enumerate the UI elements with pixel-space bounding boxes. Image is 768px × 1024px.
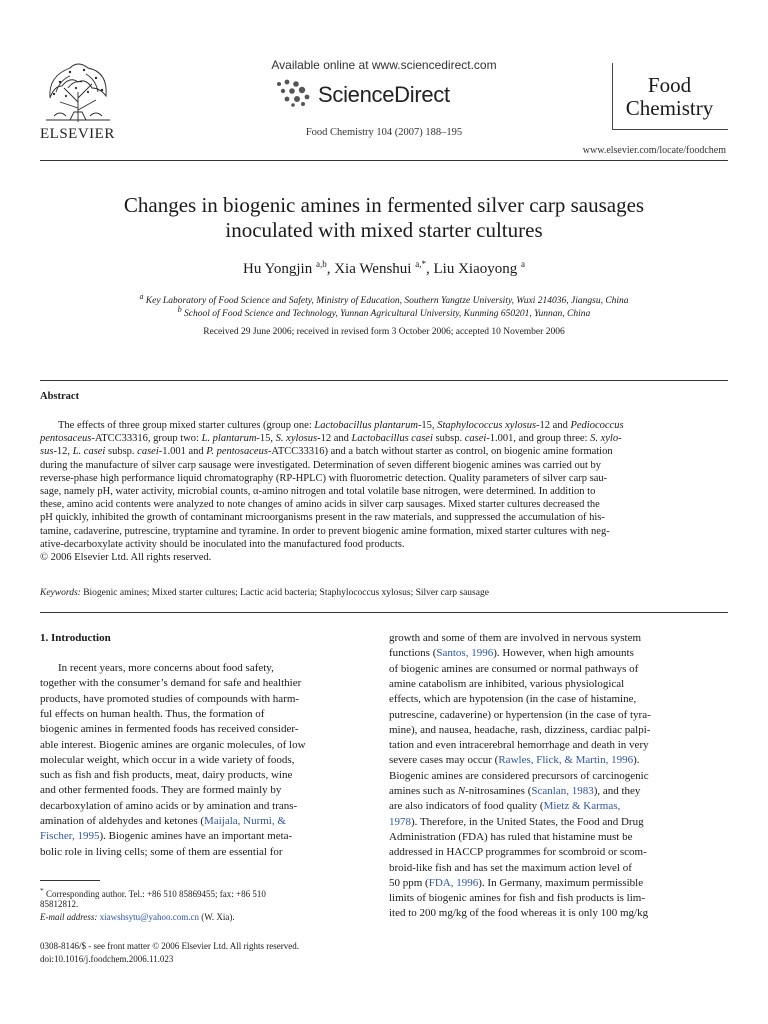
sciencedirect-dots-icon [273,78,313,108]
affiliation-marker: a [139,292,144,301]
citation-link[interactable]: Mietz & Karmas, [543,800,621,813]
text-run: reverse-phase high performance liquid chromatography (RP-HPLC) with fluorometric detection. Quality parameters of silver carp sau- [40,472,608,484]
body-line [389,708,713,723]
author-name: Xia Wenshui [334,261,412,277]
text-run: Administration (FDA) has ruled that histamine must be [389,830,633,843]
text-run: Pediococcus [570,420,624,431]
text-run: S. xylosus [275,433,318,445]
text-run: during the manufacture of silver carp sausage were investigated. Determination of seven different biogenic amines was carried out by [40,459,602,471]
text-run: N [457,785,466,797]
text-run: casei [464,433,487,445]
body-line [389,753,713,768]
text-run: sus [40,446,54,458]
text-run: ). However, when high amounts [493,647,634,660]
body-line [389,784,713,799]
doi-text[interactable]: doi:10.1016/j.foodchem.2006.11.023 [40,954,174,964]
keywords-label: Keywords: [40,588,81,598]
abstract-line [40,525,728,538]
affiliation-b [40,305,728,319]
text-run: Staphylococcus xylosus [437,420,537,431]
header-rule [40,160,728,161]
text-run: Lactobacillus casei [351,433,433,445]
text-run: -ATCC33316, group two: [91,433,202,445]
text-run: limits of biogenic amines for fish and fish products is lim- [389,892,646,905]
journal-url-link[interactable]: www.elsevier.com/locate/foodchem [582,145,726,156]
text-run: mine), and nausea, headache, rash, dizziness, cardiac palpi- [389,723,651,736]
text-run: pentosaceus [40,433,92,445]
text-run: ful effects on human health. Thus, the formation of [40,707,265,720]
front-matter-notice: 0308-8146/$ - see front matter © 2006 Elsevier Ltd. All rights reserved. [40,941,300,951]
body-line [389,769,713,784]
text-run: such as fish and fish products, meat, dairy products, wine [40,769,293,782]
text-run: able interest. Biogenic amines are organic molecules, of low [40,738,306,751]
journal-title-chemistry: Chemistry [625,96,714,120]
sciencedirect-wordmark: ScienceDirect [318,82,450,107]
text-run: products, have promoted studies of compounds with harm- [40,692,300,705]
abstract-line [40,472,728,485]
text-run: © 2006 Elsevier Ltd. All rights reserved. [40,552,212,563]
author-affiliation-marker[interactable]: a [520,259,525,269]
email-footnote [40,911,366,923]
text-run: these, amino acid contents were analyzed to note changes of amino acids in silver carp sausages. Mixed starter cultures decreased the [40,499,600,511]
text-run: and other fermented foods. They are formed mainly by [40,784,282,797]
body-line [40,661,366,676]
text-run: -15, [417,420,438,431]
text-run: ). [633,754,640,767]
text-run: casei [137,446,159,458]
body-line [40,722,366,737]
journal-citation: Food Chemistry 104 (2007) 188–195 [305,127,463,138]
affiliation-marker: b [177,305,182,314]
text-run: ). Therefore, in the United States, the Food and Drug [411,815,644,828]
text-run: 50 ppm ( [389,876,429,889]
text-run: -ATCC33316) and a batch without starter as control, on biogenic amine formation [267,446,613,458]
footnote-rule [40,880,100,881]
available-online-notice: Available online at www.sciencedirect.com [271,58,497,72]
citation-link[interactable]: 1978 [389,815,411,828]
body-line [389,830,713,845]
article-title [40,193,728,243]
abstract-line [40,551,728,564]
text-run: decarboxylation of amino acids or by amination and trans- [40,799,298,812]
abstract-top-rule [40,380,728,381]
citation-link[interactable]: Maijala, Nurmi, & [204,815,286,827]
text-run: -nitrosamines ( [465,785,532,797]
text-run: ). Biogenic amines have an important meta- [99,830,293,843]
body-line [40,768,366,783]
text-run: sage, namely pH, water activity, microbial counts, α-amino nitrogen and total volatile base nitrogen, were determined. In addition to [40,486,596,497]
text-run: ited to 200 mg/kg of the food whereas it is only 100 mg/kg [389,907,649,920]
citation-link[interactable]: FDA, 1996 [428,876,479,889]
body-line [389,891,713,906]
body-line [40,799,366,814]
body-line [389,738,713,753]
keywords-list: Biogenic amines; Mixed starter cultures; Lactic acid bacteria; Staphylococcus xylosus; Silver carp sausage [83,588,489,598]
article-title-line-2: inoculated with mixed starter cultures [225,218,543,242]
text-run: broid-like fish and has set the maximum action level of [389,861,632,874]
body-line [40,707,366,722]
body-line [389,861,713,876]
body-line [40,676,366,691]
text-run: growth and some of them are involved in nervous system [389,632,642,644]
text-run: -1.001 and [158,446,207,458]
text-run: biogenic amines in fermented foods has received consider- [40,723,299,736]
text-run: amines such as [389,785,458,797]
author-affiliation-marker[interactable]: a,b [315,259,327,269]
abstract-line [40,432,728,445]
text-run: amine catabolism are inhibited, various physiological [389,677,625,690]
citation-link[interactable]: Santos, 1996 [436,647,494,660]
abstract-line [40,445,728,458]
abstract-line [40,498,728,511]
footnote-marker: * [40,886,44,895]
article-title-line-1: Changes in biogenic amines in fermented silver carp sausages [123,193,645,217]
text-run: -1.001, and group three: [486,433,591,445]
text-run: pH quickly, inhibited the growth of contaminant microorganisms present in the raw materials, and suppressed the accumulation of his- [40,512,605,524]
abstract-line [40,538,728,551]
body-line [389,815,713,830]
text-run: tamine, cadaverine, putrescine, tryptamine and tyramine. In order to prevent biogenic amine formation, mixed starter cultures with neg- [40,525,610,537]
text-run: The effects of three group mixed starter cultures (group one: [58,420,315,431]
body-line [40,692,366,707]
body-line [40,738,366,753]
text-run: functions ( [389,647,437,660]
text-run: P. pentosaceus [206,446,268,458]
keywords-rule [40,612,728,613]
corresponding-author-text: Corresponding author. Tel.: +86 510 85869455; fax: +86 510 [46,889,266,899]
text-run: L. casei [72,446,106,458]
abstract-line [40,419,728,432]
text-run: tation and even intracerebral hemorrhage and death in very [389,739,649,752]
text-run: -12, [53,446,73,458]
author-separator: , [326,261,335,277]
text-run: -12 and [536,420,571,431]
received-dates: Received 29 June 2006; received in revised form 3 October 2006; accepted 10 November 2006 [203,327,565,337]
body-line [389,646,713,661]
text-run: -15, [256,433,276,445]
body-line [389,906,713,921]
body-line [389,799,713,814]
journal-title-food: Food [647,73,692,97]
affiliation-a-text: Key Laboratory of Food Science and Safety, Ministry of Education, Southern Yangtze University, Wuxi 214036, Jiangsu, China [145,296,629,307]
text-run: Lactobacillus plantarum [314,420,418,431]
abstract-line [40,459,728,472]
text-run: In recent years, more concerns about food safety, [58,662,274,674]
author-separator: , [425,261,434,277]
body-line [389,631,713,646]
text-run: are also indicators of food quality ( [389,800,544,813]
publisher-name: ELSEVIER [40,126,115,142]
text-run: -12 and [317,433,352,445]
body-line [389,692,713,707]
citation-link[interactable]: Fischer, 1995 [40,830,100,843]
author-affiliation-marker[interactable]: a,* [415,259,426,269]
body-line [40,814,366,829]
keywords-line [40,588,489,598]
text-run: of biogenic amines are consumed or normal pathways of [389,662,639,675]
text-run: ative-decarboxylate activity should be inoculated into the manufactured food products. [40,538,405,550]
email-label: E-mail address: [40,912,98,922]
text-run: bolic role in living cells; some of them are essential for [40,845,283,858]
author-name: Hu Yongjin [243,261,313,277]
text-run: molecular weight, which occur in a wide variety of foods, [40,753,295,766]
section-heading-introduction: 1. Introduction [40,632,111,644]
citation-link[interactable]: Rawles, Flick, & Martin, 1996 [498,754,634,767]
body-line [389,723,713,738]
citation-link[interactable]: Scanlan, 1983 [531,785,594,797]
text-run: S. xylo- [590,433,622,445]
body-line [40,829,366,844]
abstract-line [40,485,728,498]
affiliation-b-text: School of Food Science and Technology, Yunnan Agricultural University, Kunming 650201, Yunnan, China [184,309,591,320]
text-run: ), and they [593,785,641,797]
author-list [40,259,728,278]
body-line [40,845,366,860]
body-line [389,677,713,692]
body-line [389,876,713,891]
body-line [40,783,366,798]
body-line [389,662,713,677]
email-suffix: (W. Xia). [201,912,235,922]
corresponding-author-footnote-cont: 85812812. [40,899,79,909]
text-run: effects, which are hypotension (in the case of histamine, [389,693,637,706]
author-name: Liu Xiaoyong [433,261,518,277]
email-link[interactable]: xiawshsytu@yahoo.com.cn [99,912,199,922]
text-run: severe cases may occur ( [389,754,499,767]
text-run: addressed in HACCP programmes for scombroid or scom- [389,846,647,859]
text-run: together with the consumer’s demand for safe and healthier [40,677,302,690]
text-run: Biogenic amines are considered precursors of carcinogenic [389,769,649,782]
text-run: amination of aldehydes and ketones ( [40,815,205,827]
text-run: subsp. [432,433,465,445]
text-run: ). In Germany, maximum permissible [478,876,644,889]
abstract-line [40,511,728,524]
text-run: putrescine, cadaverine) or hypertension (in the case of tyra- [389,708,651,721]
text-run: subsp. [105,446,138,458]
abstract-heading: Abstract [40,391,80,402]
body-line [389,845,713,860]
text-run: L. plantarum [201,433,257,445]
body-line [40,753,366,768]
